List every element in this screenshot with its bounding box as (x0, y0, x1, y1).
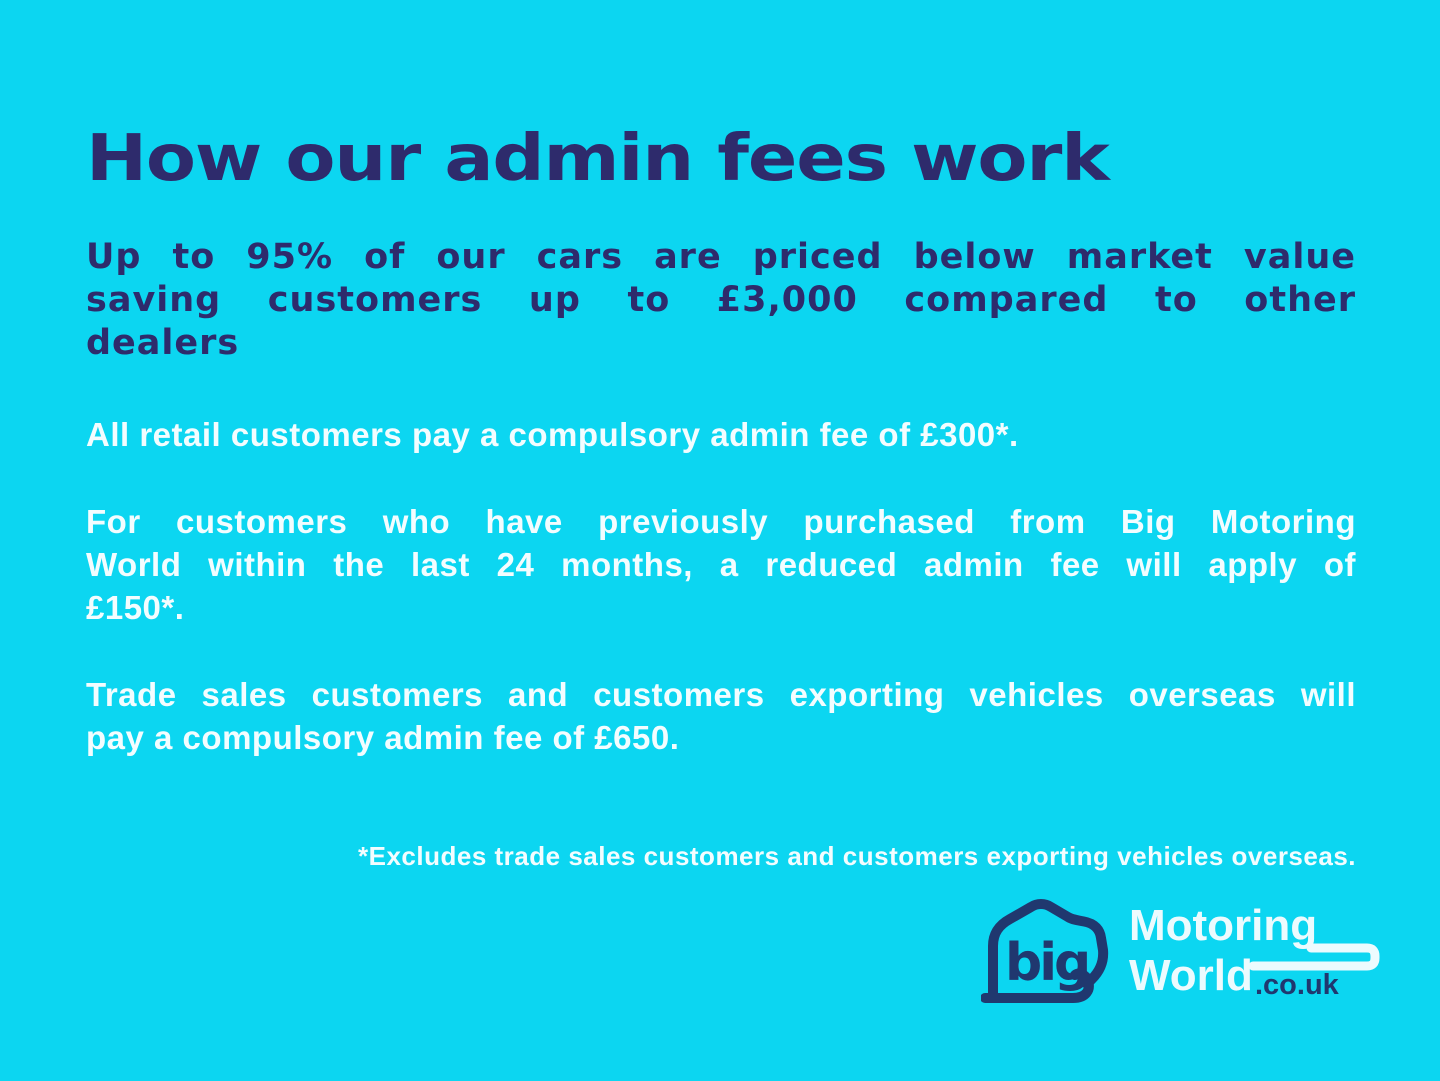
logo-couk-text: .co.uk (1255, 969, 1339, 1001)
logo-road-connector-icon (1253, 948, 1375, 966)
big-motoring-world-logo (981, 894, 1396, 1009)
paragraph-line: For customers who have previously purchased from Big Motoring (86, 503, 1356, 540)
paragraph-returning-customer-fee (86, 500, 1356, 629)
logo-motoring-text: Motoring (1129, 901, 1318, 950)
paragraph-trade-export-fee (86, 673, 1356, 759)
paragraph-retail-admin-fee (86, 413, 1356, 456)
footnote-exclusions: *Excludes trade sales customers and customers exporting vehicles overseas. (358, 841, 1356, 871)
logo-world-text: World (1129, 951, 1253, 1000)
paragraph-line: Trade sales customers and customers exporting vehicles overseas will (86, 676, 1356, 713)
subheading-line-2: saving customers up to £3,000 compared to other (86, 280, 1356, 320)
subheading-line-1: Up to 95% of our cars are priced below market value (86, 237, 1356, 277)
subheading-line-3: dealers (86, 323, 240, 363)
paragraph-line: All retail customers pay a compulsory admin fee of £300*. (86, 416, 1019, 453)
admin-fees-poster (86, 0, 1356, 872)
subheading (86, 236, 1356, 365)
paragraph-line: pay a compulsory admin fee of £650. (86, 719, 680, 756)
page-title: How our admin fees work (86, 122, 1109, 196)
logo-graphic (981, 894, 1396, 1009)
logo-big-text: big (1005, 933, 1089, 993)
paragraph-line: World within the last 24 months, a reduced admin fee will apply of (86, 546, 1356, 583)
paragraph-line: £150*. (86, 589, 185, 626)
